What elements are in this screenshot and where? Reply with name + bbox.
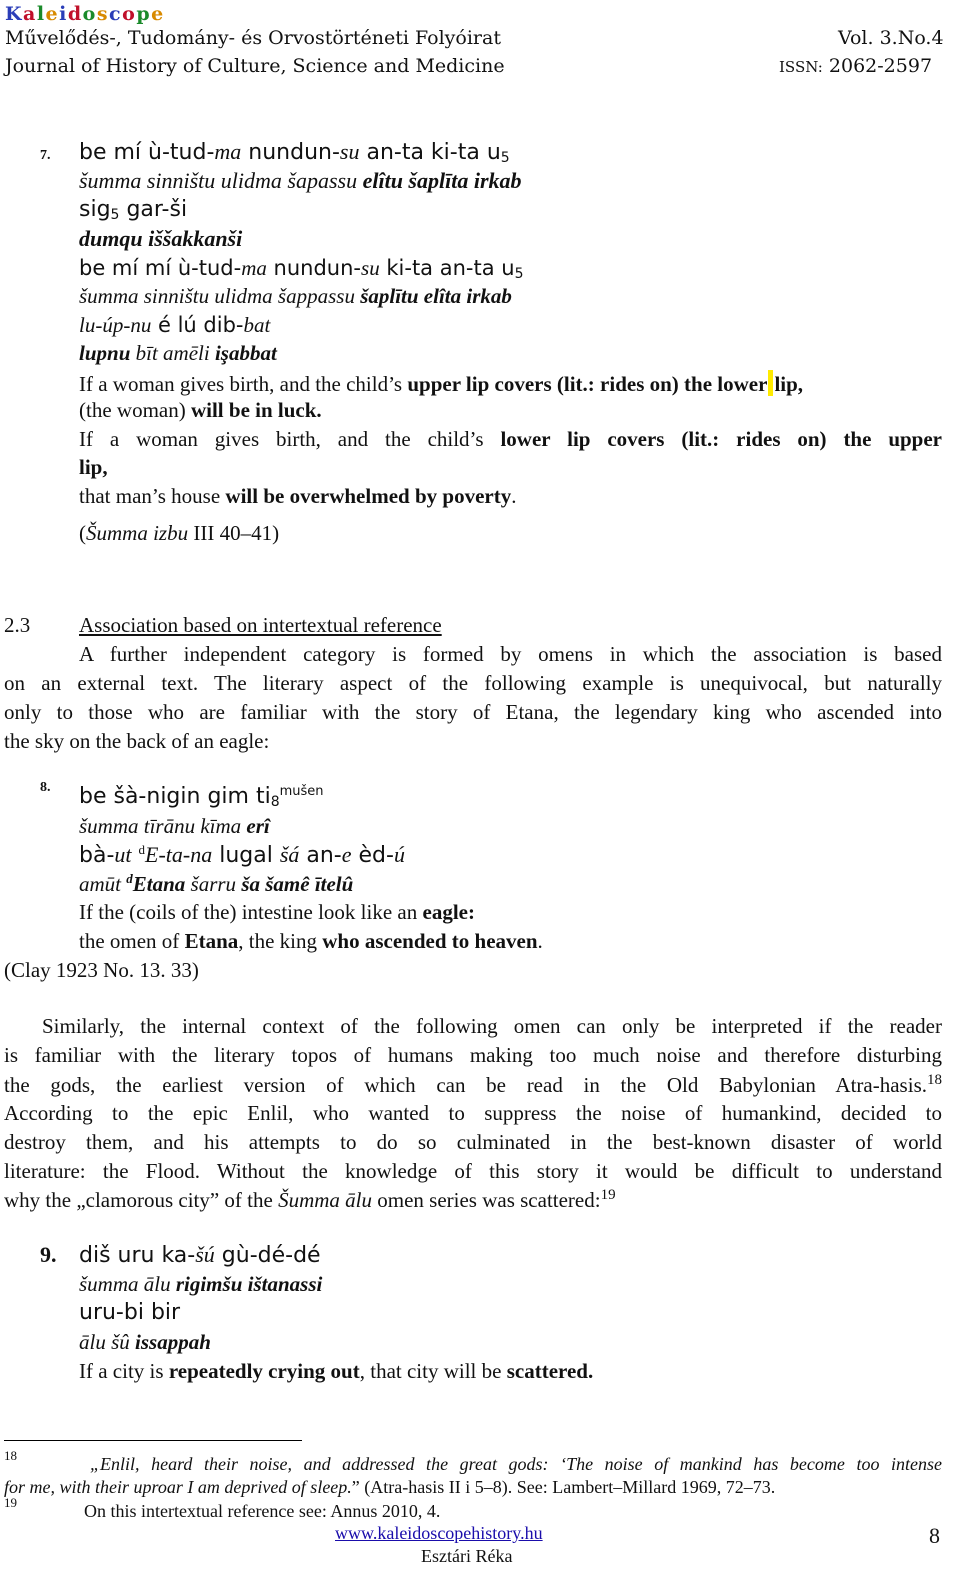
paragraph-line: A further independent category is formed by omens in which the association is based [79,642,942,666]
translation-line: lip, [79,455,108,479]
sumerian-line: lu-úp-nu é lú dib-bat [79,313,271,337]
translation-line: If a city is repeatedly crying out, that city will be scattered. [79,1359,594,1383]
example-number: 7. [40,148,51,163]
paragraph-line: only to those who are familiar with the story of Etana, the legendary king who ascended into [4,700,942,724]
paragraph-line: why the „clamorous city” of the Šumma ālu omen series was scattered:$^{19}$ [4,1187,616,1212]
paragraph-line: is familiar with the literary topos of humans making too much noise and therefore disturbing [4,1043,942,1067]
page-number: 8 [929,1523,940,1548]
akkadian-line: šumma tīrānu kīma erî [79,814,270,838]
brand-letter: o [82,3,97,25]
sumerian-line: diš uru ka-šú gù-dé-dé [79,1242,321,1268]
paragraph-line: literature: the Flood. Without the knowledge of this story it would be difficult to understand [4,1159,942,1183]
highlight-mark [768,370,773,396]
akkadian-line: šumma sinništu ulidma šapassu elîtu šaplīta irkab [79,168,522,193]
footnote-text: for me, with their uproar I am deprived of sleep.” (Atra-hasis II i 5–8). See: Lambert–Millard 1969, 72–73. [4,1477,776,1497]
brand-letter: e [151,3,165,25]
brand-letter: a [23,3,37,25]
sumerian-line: uru-bi bir [79,1300,181,1325]
brand-letter: d [67,3,83,25]
brand-letter: c [109,3,123,25]
akkadian-line: šumma sinništu ulidma šappassu šaplītu elîta irkab [79,284,512,308]
sumerian-line: be mí ù-tud-ma nundun-su an-ta ki-ta $u_5$ [79,139,510,166]
footnote-number: 18 [4,1448,17,1463]
paragraph-line: Similarly, the internal context of the following omen can only be interpreted if the reader [42,1014,942,1038]
paragraph-line: the gods, the earliest version of which can be read in the Old Babylonian Atra-hasis.$^{18}$ [4,1072,942,1097]
akkadian-line: ālu šû issappah [79,1330,211,1354]
example-number: 9. [40,1242,57,1267]
brand-letter: s [96,3,110,25]
brand-letter: p [136,3,152,25]
paragraph-line: According to the epic Enlil, who wanted to suppress the noise of humankind, decided to [4,1101,942,1125]
journal-subtitle: Művelődés-, Tudomány- és Orvostörténeti Folyóirat [5,27,501,49]
akkadian-line: dumqu iššakkanši [79,226,243,251]
example-number: 8. [40,780,51,795]
paragraph-line: the sky on the back of an eagle: [4,729,270,753]
akkadian-line: šumma ālu rigimšu ištanassi [79,1272,323,1296]
footnote-text: On this intertextual reference see: Annus 2010, 4. [84,1501,441,1521]
journal-brand-logo [5,3,165,25]
volume-number: Vol. 3.No.4 [838,27,944,49]
footnote-divider [4,1440,302,1441]
translation-line: If a woman gives birth, and the child’s upper lip covers (lit.: rides on) the lower lip, [79,372,804,396]
footnote-ref[interactable]: 19 [600,1187,616,1203]
translation-line: that man’s house will be overwhelmed by poverty. [79,484,517,508]
translation-line: If a woman gives birth, and the child’s lower lip covers (lit.: rides on) the upper [79,427,943,451]
brand-letter: K [5,3,24,25]
translation-line: (the woman) will be in luck. [79,398,322,422]
brand-letter: i [59,3,68,25]
akkadian-line: lupnu bīt amēli işabbat [79,341,277,365]
paragraph-line: on an external text. The literary aspect of the following example is unequivocal, but naturally [4,671,942,695]
section-number: 2.3 [4,613,31,637]
sumerian-line: be mí mí ù-tud-ma nundun-su ki-ta an-ta $u_5$ [79,256,524,282]
brand-letter: e [45,3,60,25]
akkadian-line: amūt $^d$Etana šarru ša šamê ītelû [79,871,354,896]
citation: (Šumma izbu III 40–41) [79,521,280,545]
sumerian-line: be šà-nigin gim $ti_8^{mušen}$ [79,784,324,810]
website-link[interactable]: www.kaleidoscopehistory.hu [335,1523,543,1543]
issn-value: 2062-2597 [828,55,933,77]
citation: (Clay 1923 No. 13. 33) [4,958,199,982]
translation-line: If the (coils of the) intestine look like an eagle: [79,900,475,924]
brand-letter: o [122,3,137,25]
brand-letter: l [36,3,46,25]
journal-english-title: Journal of History of Culture, Science and Medicine [5,55,505,77]
issn [779,55,932,77]
sumerian-line: sig$_5$ gar-ši [79,197,188,223]
issn-label: ISSN: [779,58,823,76]
sumerian-line: bà-ut $^d$E-ta-na lugal šá an-e èd-ú [79,842,405,868]
author-name: Esztári Réka [421,1546,513,1566]
footnote-ref[interactable]: 18 [927,1072,942,1088]
section-title: Association based on intertextual reference [79,613,442,637]
paragraph-line: destroy them, and his attempts to do so culminated in the best-known disaster of world [4,1130,942,1154]
translation-line: the omen of Etana, the king who ascended to heaven. [79,929,543,953]
footnote-text: „Enlil, heard their noise, and addressed the great gods: ‘The noise of mankind has become too intense [90,1454,942,1474]
footnote-number: 19 [4,1495,17,1510]
